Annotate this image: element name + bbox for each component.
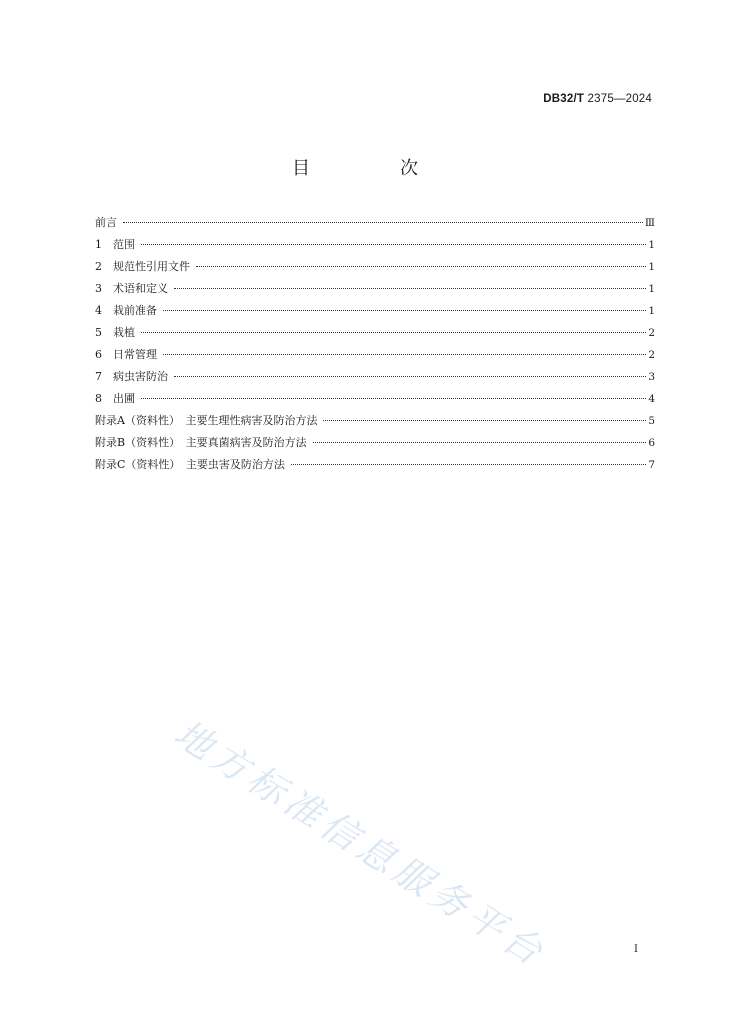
dot-leader xyxy=(174,288,646,289)
toc-entry-label: 5 栽植 xyxy=(95,326,135,339)
toc-entry-label: 附录A（资料性） 主要生理性病害及防治方法 xyxy=(95,414,318,427)
toc-entry-label: 前言 xyxy=(95,216,117,229)
toc-title: 目 次 xyxy=(292,158,454,179)
watermark: 地方标准信息服务平台 xyxy=(166,711,555,977)
dot-leader xyxy=(323,420,646,421)
toc-entry-foreword[interactable] xyxy=(95,212,655,234)
page-number: I xyxy=(634,944,638,955)
toc-entry-terms-definitions[interactable] xyxy=(95,278,655,300)
standard-code xyxy=(543,93,652,105)
dot-leader xyxy=(313,442,647,443)
toc-entry-page: Ⅲ xyxy=(644,217,655,229)
dot-leader xyxy=(291,464,646,465)
toc-entry-page: 5 xyxy=(648,415,655,427)
dot-leader xyxy=(196,266,646,267)
toc-entry-appendix-b[interactable] xyxy=(95,432,655,454)
toc-entry-page: 7 xyxy=(648,459,655,471)
toc-entry-planting[interactable] xyxy=(95,322,655,344)
toc-entry-page: 4 xyxy=(648,393,655,405)
dot-leader xyxy=(141,332,646,333)
toc-entry-page: 1 xyxy=(648,239,655,251)
toc-entry-page: 3 xyxy=(648,371,655,383)
toc-entry-label: 8 出圃 xyxy=(95,392,135,405)
toc-entry-scope[interactable] xyxy=(95,234,655,256)
toc-entry-page: 1 xyxy=(648,261,655,273)
dot-leader xyxy=(141,398,646,399)
toc-entry-appendix-a[interactable] xyxy=(95,410,655,432)
toc-entry-nursery-out[interactable] xyxy=(95,388,655,410)
toc-entry-page: 2 xyxy=(648,349,655,361)
toc-entry-label: 2 规范性引用文件 xyxy=(95,260,190,273)
standard-code-number: 2375—2024 xyxy=(587,93,652,105)
toc-entry-normative-references[interactable] xyxy=(95,256,655,278)
standard-code-prefix: DB32/T xyxy=(543,93,585,105)
toc-entry-label: 6 日常管理 xyxy=(95,348,157,361)
toc-entry-label: 1 范围 xyxy=(95,238,135,251)
toc-entry-daily-management[interactable] xyxy=(95,344,655,366)
toc-entry-page: 1 xyxy=(648,305,655,317)
dot-leader xyxy=(163,354,646,355)
toc-entry-page: 2 xyxy=(648,327,655,339)
toc-entry-pest-control[interactable] xyxy=(95,366,655,388)
toc-entry-label: 7 病虫害防治 xyxy=(95,370,168,383)
dot-leader xyxy=(123,222,643,223)
dot-leader xyxy=(174,376,646,377)
dot-leader xyxy=(163,310,646,311)
toc-entry-page: 1 xyxy=(648,283,655,295)
toc-entry-label: 4 栽前准备 xyxy=(95,304,157,317)
toc-entry-pre-planting[interactable] xyxy=(95,300,655,322)
toc-entry-page: 6 xyxy=(648,437,655,449)
toc-entry-label: 附录C（资料性） 主要虫害及防治方法 xyxy=(95,458,285,471)
toc-entry-label: 3 术语和定义 xyxy=(95,282,168,295)
toc-list xyxy=(95,212,655,476)
toc-entry-appendix-c[interactable] xyxy=(95,454,655,476)
toc-entry-label: 附录B（资料性） 主要真菌病害及防治方法 xyxy=(95,436,307,449)
dot-leader xyxy=(141,244,646,245)
